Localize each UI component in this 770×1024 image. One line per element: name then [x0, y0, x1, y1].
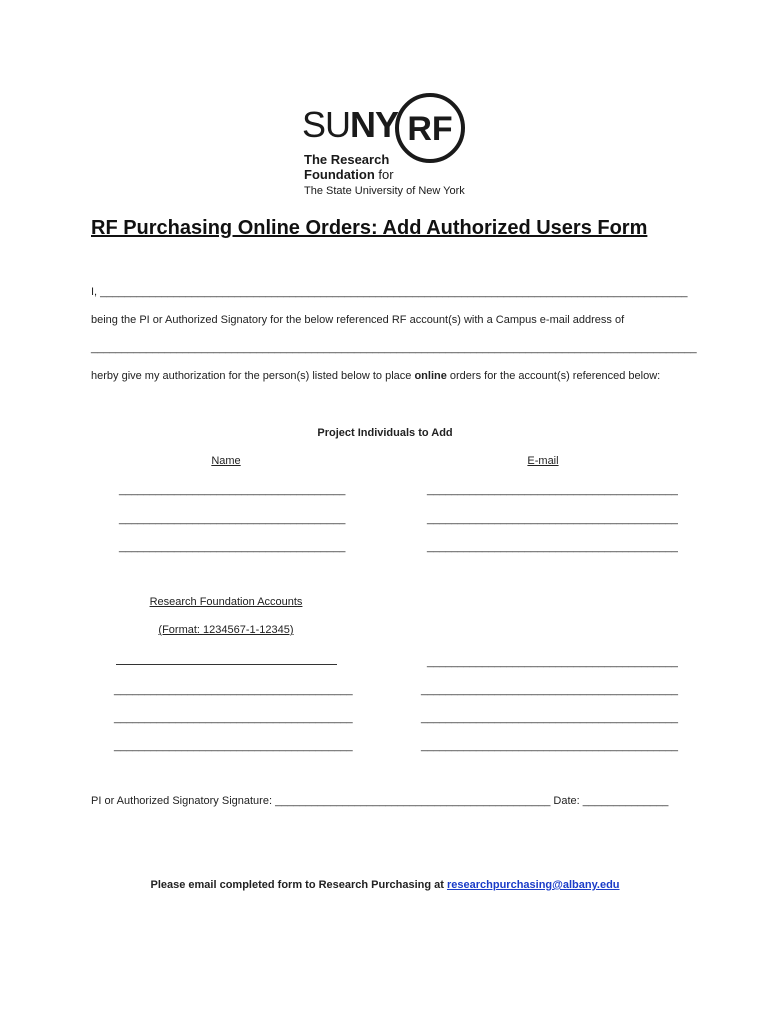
account-field-4[interactable]: __________________________________________	[421, 684, 678, 696]
account-field-2[interactable]: _________________________________________	[427, 656, 678, 668]
individual-name-field-3[interactable]: _____________________________________	[119, 541, 346, 553]
pi-statement: being the PI or Authorized Signatory for the below referenced RF account(s) with a Campus e-mail address of	[91, 314, 625, 326]
logo-line2	[304, 167, 394, 182]
logo-rf-ring	[394, 92, 466, 164]
campus-email-line[interactable]: ___________________________________________________________________________________________________	[91, 342, 697, 354]
individual-email-field-2[interactable]: _________________________________________	[427, 513, 678, 525]
date-label: Date:	[550, 795, 583, 807]
auth-pre: herby give my authorization for the person(s) listed below to place	[91, 370, 415, 382]
pi-name-line[interactable]: I, ________________________________________________________________________________________________	[91, 286, 688, 298]
logo-foundation: Foundation	[304, 167, 375, 182]
suny-rf-logo	[302, 92, 472, 202]
logo-for: for	[378, 167, 394, 182]
name-column-header: Name	[211, 455, 241, 467]
logo-ny: NY	[350, 104, 399, 145]
logo-rf: RF	[407, 110, 453, 148]
logo-suny-text	[302, 104, 398, 146]
account-field-1[interactable]	[116, 664, 337, 665]
logo-line1: The Research	[304, 152, 390, 167]
individual-name-field-2[interactable]: _____________________________________	[119, 513, 346, 525]
signature-field[interactable]: _____________________________________________	[275, 795, 551, 807]
footer-text: Please email completed form to Research Purchasing at	[150, 879, 447, 891]
authorization-statement	[91, 370, 660, 382]
date-field[interactable]: ______________	[582, 795, 669, 807]
email-link[interactable]: researchpurchasing@albany.edu	[446, 879, 620, 891]
individual-email-field-3[interactable]: _________________________________________	[427, 541, 678, 553]
account-field-6[interactable]: __________________________________________	[421, 712, 678, 724]
form-title: RF Purchasing Online Orders: Add Authorized Users Form	[91, 217, 648, 239]
footer-instruction	[0, 879, 770, 891]
signature-label: PI or Authorized Signatory Signature:	[91, 795, 276, 807]
auth-online: online	[414, 370, 447, 382]
accounts-heading: Research Foundation Accounts	[149, 596, 303, 608]
individual-name-field-1[interactable]: _____________________________________	[119, 484, 346, 496]
account-field-3[interactable]: _______________________________________	[114, 684, 353, 696]
account-field-5[interactable]: _______________________________________	[114, 712, 353, 724]
signature-row	[91, 795, 668, 807]
account-field-7[interactable]: _______________________________________	[114, 740, 353, 752]
email-column-header: E-mail	[527, 455, 559, 467]
account-field-8[interactable]: __________________________________________	[421, 740, 678, 752]
individual-email-field-1[interactable]: _________________________________________	[427, 484, 678, 496]
individuals-heading: Project Individuals to Add	[317, 427, 453, 439]
logo-su: SU	[302, 104, 351, 145]
logo-line3: The State University of New York	[304, 185, 465, 197]
auth-post: orders for the account(s) referenced below:	[446, 370, 661, 382]
accounts-format: (Format: 1234567-1-12345)	[158, 624, 294, 636]
